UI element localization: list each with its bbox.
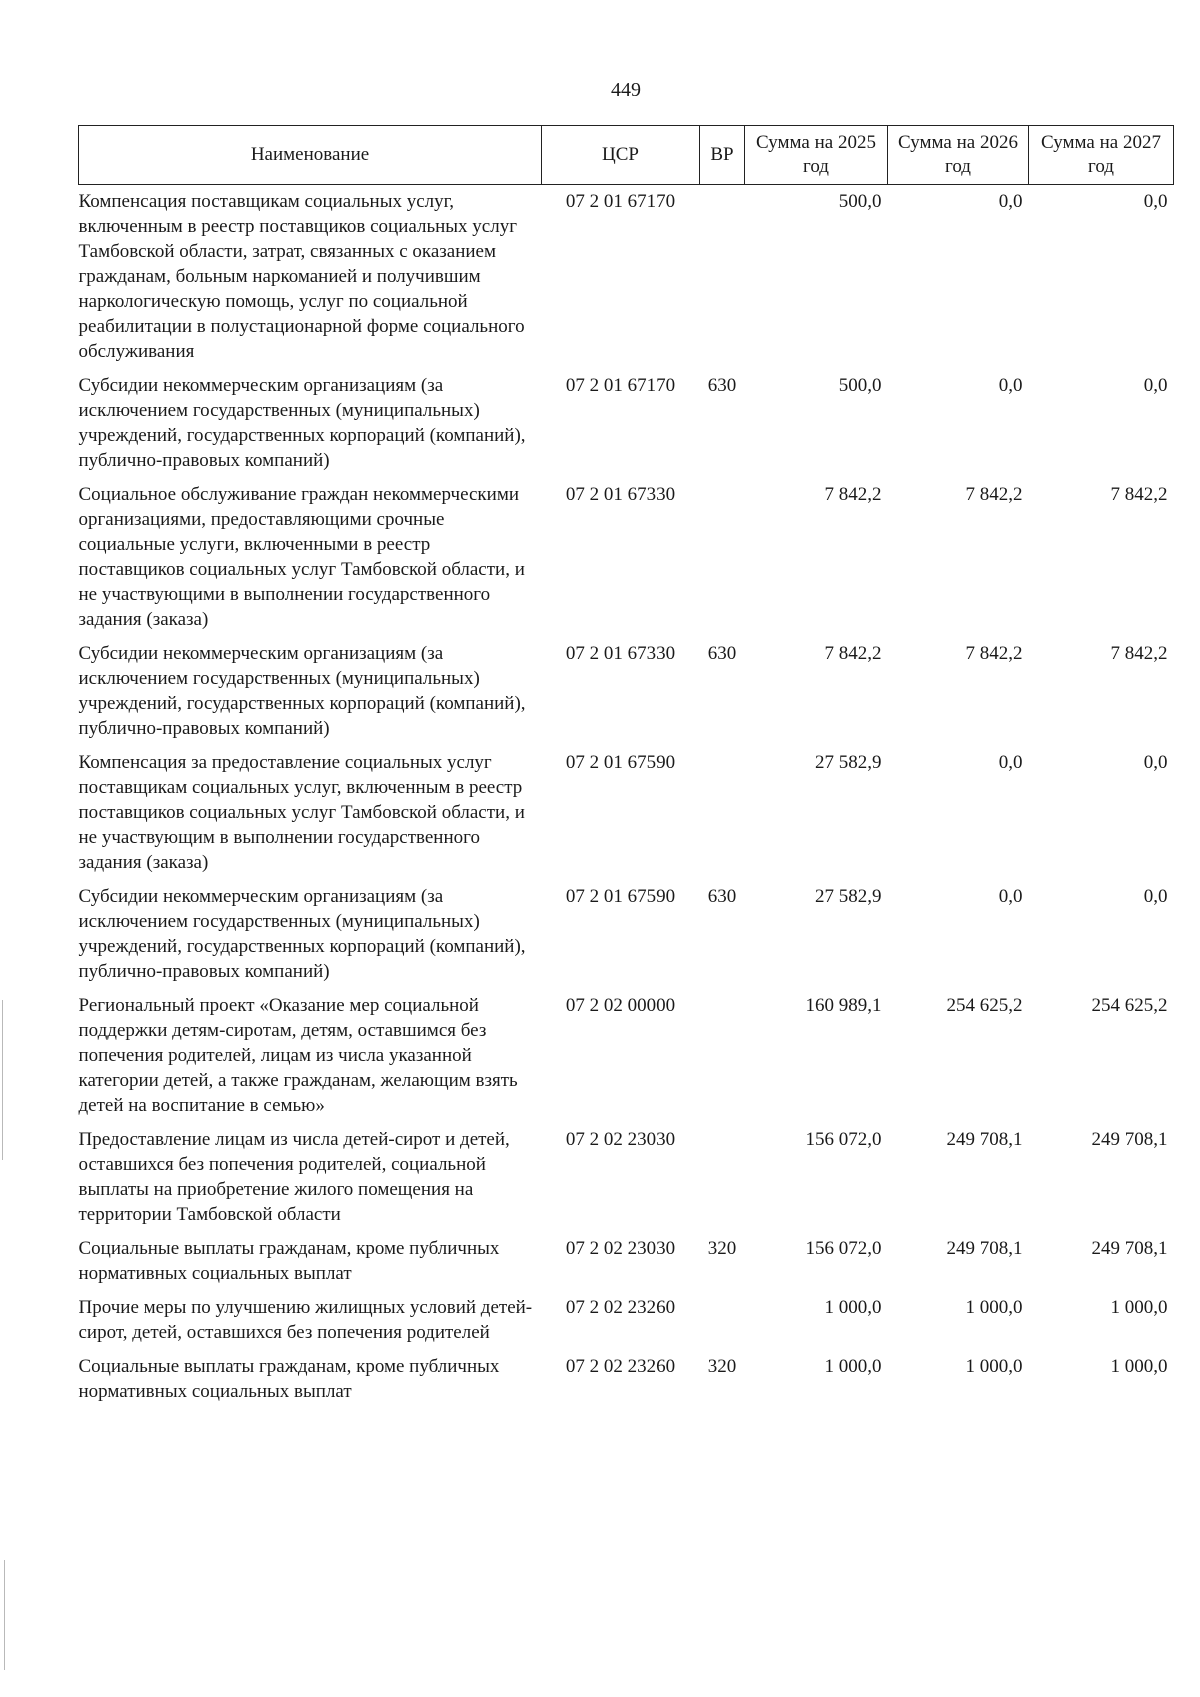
row-sum-2026: 249 708,1 bbox=[946, 1238, 1023, 1259]
row-sum-2027: 0,0 bbox=[1143, 191, 1168, 212]
row-vr bbox=[700, 185, 745, 370]
row-csr: 07 2 02 23030 bbox=[565, 1238, 676, 1259]
table-row bbox=[79, 185, 1174, 370]
header-sum-2027: Сумма на 2027 год bbox=[1029, 126, 1174, 185]
row-sum-2026: 7 842,2 bbox=[965, 484, 1023, 505]
table-row bbox=[79, 746, 1174, 880]
table-row bbox=[79, 1291, 1174, 1350]
row-sum-2025: 500,0 bbox=[838, 375, 882, 396]
table-row bbox=[79, 880, 1174, 989]
row-vr: 320 bbox=[707, 1238, 737, 1259]
row-sum-2027: 1 000,0 bbox=[1110, 1356, 1168, 1377]
row-vr: 630 bbox=[707, 886, 737, 907]
row-csr: 07 2 01 67590 bbox=[565, 752, 676, 773]
row-name: Социальное обслуживание граждан некоммерческими организациями, предоставляющими срочные социальные услуги, включенными в реестр поставщиков социальных услуг Тамбовской области, и не участвующими в выполнении государственного задания (заказа) bbox=[78, 484, 525, 630]
row-name: Субсидии некоммерческим организациям (за исключением государственных (муниципальных) учреждений, государственных корпораций (компаний), публично-правовых компаний) bbox=[78, 643, 526, 739]
row-vr bbox=[700, 989, 745, 1123]
row-sum-2025: 7 842,2 bbox=[824, 484, 882, 505]
row-sum-2026: 7 842,2 bbox=[965, 643, 1023, 664]
row-name: Компенсация поставщикам социальных услуг, включенным в реестр поставщиков социальных услуг Тамбовской области, затрат, связанных с оказанием гражданам, больным наркоманией и получившим наркологическую помощь, услуг по социальной реабилитации в полустационарной форме социального обслуживания bbox=[78, 191, 525, 362]
row-sum-2025: 1 000,0 bbox=[824, 1356, 882, 1377]
budget-table bbox=[78, 125, 1174, 1409]
row-vr bbox=[700, 746, 745, 880]
row-name: Субсидии некоммерческим организациям (за исключением государственных (муниципальных) учреждений, государственных корпораций (компаний), публично-правовых компаний) bbox=[78, 375, 526, 471]
row-vr: 630 bbox=[707, 643, 737, 664]
header-sum-2026: Сумма на 2026 год bbox=[888, 126, 1029, 185]
table-row bbox=[79, 1123, 1174, 1232]
row-sum-2027: 7 842,2 bbox=[1110, 484, 1168, 505]
row-sum-2027: 0,0 bbox=[1143, 375, 1168, 396]
row-sum-2027: 0,0 bbox=[1143, 752, 1168, 773]
row-sum-2025: 27 582,9 bbox=[815, 886, 882, 907]
row-csr: 07 2 02 00000 bbox=[565, 995, 676, 1016]
table-body bbox=[79, 185, 1174, 1410]
row-csr: 07 2 01 67170 bbox=[565, 191, 676, 212]
row-csr: 07 2 01 67170 bbox=[565, 375, 676, 396]
row-sum-2027: 254 625,2 bbox=[1091, 995, 1168, 1016]
row-sum-2026: 0,0 bbox=[998, 191, 1023, 212]
table-row bbox=[79, 1232, 1174, 1291]
header-name: Наименование bbox=[79, 126, 542, 185]
row-name: Социальные выплаты гражданам, кроме публичных нормативных социальных выплат bbox=[78, 1238, 500, 1284]
row-sum-2027: 0,0 bbox=[1143, 886, 1168, 907]
scan-artifact bbox=[2, 1000, 3, 1160]
row-sum-2027: 7 842,2 bbox=[1110, 643, 1168, 664]
header-vr: ВР bbox=[700, 126, 745, 185]
row-name: Предоставление лицам из числа детей-сирот и детей, оставшихся без попечения родителей, социальной выплаты на приобретение жилого помещения на территории Тамбовской области bbox=[78, 1129, 510, 1225]
row-sum-2027: 1 000,0 bbox=[1110, 1297, 1168, 1318]
row-vr bbox=[700, 1123, 745, 1232]
row-name: Социальные выплаты гражданам, кроме публичных нормативных социальных выплат bbox=[78, 1356, 500, 1402]
row-sum-2026: 0,0 bbox=[998, 752, 1023, 773]
row-csr: 07 2 02 23260 bbox=[565, 1356, 676, 1377]
table-row bbox=[79, 1350, 1174, 1409]
row-sum-2025: 27 582,9 bbox=[815, 752, 882, 773]
row-sum-2025: 156 072,0 bbox=[805, 1129, 882, 1150]
row-sum-2026: 0,0 bbox=[998, 886, 1023, 907]
row-csr: 07 2 02 23030 bbox=[565, 1129, 676, 1150]
row-sum-2025: 156 072,0 bbox=[805, 1238, 882, 1259]
row-sum-2025: 7 842,2 bbox=[824, 643, 882, 664]
row-sum-2026: 1 000,0 bbox=[965, 1356, 1023, 1377]
row-csr: 07 2 01 67330 bbox=[565, 643, 676, 664]
table-header bbox=[79, 126, 1174, 185]
row-sum-2027: 249 708,1 bbox=[1091, 1238, 1168, 1259]
row-name: Субсидии некоммерческим организациям (за исключением государственных (муниципальных) учреждений, государственных корпораций (компаний), публично-правовых компаний) bbox=[78, 886, 526, 982]
header-csr: ЦСР bbox=[542, 126, 700, 185]
row-sum-2026: 254 625,2 bbox=[946, 995, 1023, 1016]
row-name: Компенсация за предоставление социальных услуг поставщикам социальных услуг, включенным в реестр поставщиков социальных услуг Тамбовской области, и не участвующим в выполнении государственного задания (заказа) bbox=[78, 752, 525, 873]
row-name: Региональный проект «Оказание мер социальной поддержки детям-сиротам, детям, оставшимся без попечения родителей, лицам из числа указанной категории детей, а также гражданам, желающим взять детей на воспитание в семью» bbox=[78, 995, 518, 1116]
row-sum-2026: 0,0 bbox=[998, 375, 1023, 396]
row-sum-2025: 160 989,1 bbox=[805, 995, 882, 1016]
row-vr: 320 bbox=[707, 1356, 737, 1377]
table-row bbox=[79, 637, 1174, 746]
header-sum-2025: Сумма на 2025 год bbox=[745, 126, 888, 185]
table-row bbox=[79, 478, 1174, 637]
row-csr: 07 2 02 23260 bbox=[565, 1297, 676, 1318]
row-sum-2025: 1 000,0 bbox=[824, 1297, 882, 1318]
table-row bbox=[79, 369, 1174, 478]
row-sum-2025: 500,0 bbox=[838, 191, 882, 212]
scan-artifact bbox=[4, 1560, 5, 1670]
page-number: 449 bbox=[611, 79, 641, 101]
row-vr bbox=[700, 478, 745, 637]
row-sum-2026: 249 708,1 bbox=[946, 1129, 1023, 1150]
table-row bbox=[79, 989, 1174, 1123]
row-name: Прочие меры по улучшению жилищных условий детей-сирот, детей, оставшихся без попечения родителей bbox=[78, 1297, 533, 1343]
header-row bbox=[79, 126, 1174, 185]
row-sum-2026: 1 000,0 bbox=[965, 1297, 1023, 1318]
row-sum-2027: 249 708,1 bbox=[1091, 1129, 1168, 1150]
row-vr bbox=[700, 1291, 745, 1350]
row-csr: 07 2 01 67330 bbox=[565, 484, 676, 505]
row-vr: 630 bbox=[707, 375, 737, 396]
row-csr: 07 2 01 67590 bbox=[565, 886, 676, 907]
